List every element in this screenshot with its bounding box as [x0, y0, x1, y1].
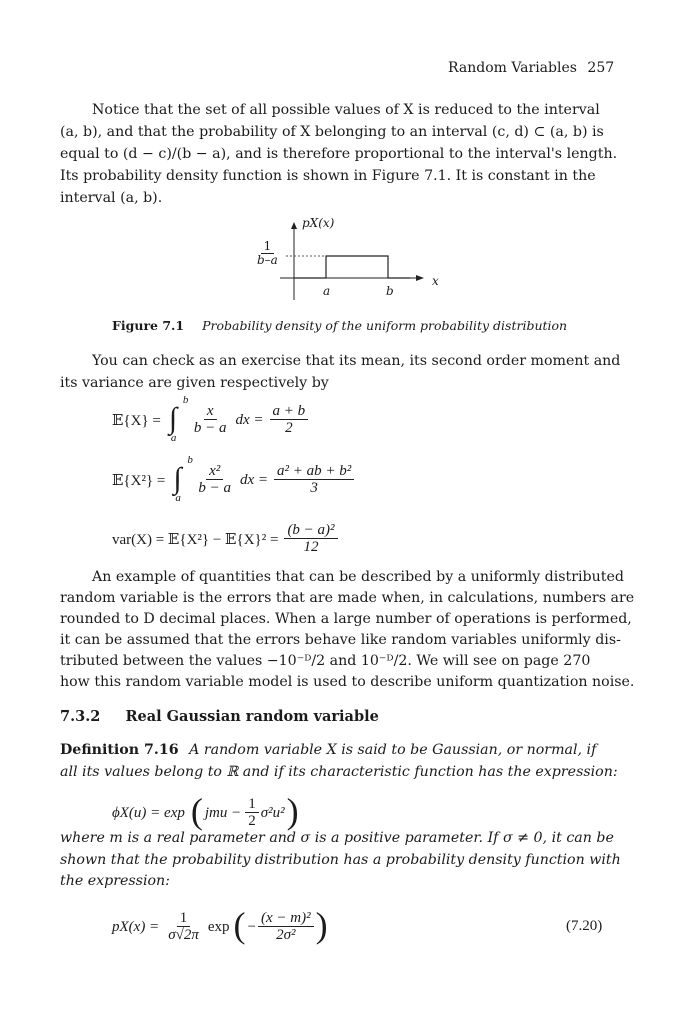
page-number: 257 — [587, 60, 615, 76]
integrand-fraction — [195, 463, 234, 497]
eq-dx: dx = — [240, 471, 269, 488]
text-line: equal to (d − c)/(b − a), and is therefore proportional to the interval's length. — [60, 146, 618, 162]
running-header — [448, 60, 614, 76]
exponent-num: (x − m)² — [258, 910, 314, 927]
definition-text: A random variable X is said to be Gaussian, or normal, if — [189, 742, 597, 758]
integrand-fraction — [191, 403, 230, 437]
text-line: Its probability density function is shown in Figure 7.1. It is constant in the — [60, 168, 596, 184]
text-line: the expression: — [60, 873, 170, 889]
integral-upper: b — [182, 394, 189, 406]
density-height-den: b–a — [257, 253, 278, 267]
eq-lhs: 𝔼{X} = — [112, 412, 161, 429]
result-fraction — [284, 522, 337, 556]
equation-gaussian-pdf: pX(x) = $\frac{1}{\sigma√2\pi}$ exp ( − $\frac{\text{(x − m)²}}{\text{2σ²}}$ ) — [112, 905, 328, 945]
equation-second-moment — [112, 454, 354, 504]
integrand-den: b − a — [198, 480, 231, 496]
eq-inner-b: σ²u² — [260, 804, 285, 821]
eq-lhs: 𝔼{X²} = — [112, 472, 166, 489]
eq-exp: exp — [207, 918, 230, 935]
section-title: Real Gaussian random variable — [125, 708, 379, 725]
eq-lhs: pX(x) = — [112, 918, 160, 935]
uniform-pdf-figure — [240, 214, 460, 304]
exponent-fraction — [258, 910, 314, 944]
section-heading — [60, 708, 379, 725]
tick-b-label: b — [386, 284, 394, 298]
figure-caption-label: Figure 7.1 — [112, 318, 185, 333]
density-height-num: 1 — [261, 240, 275, 254]
integral: ∫ b a — [173, 454, 193, 504]
text-line: shown that the probability distribution has a probability density function with — [60, 852, 621, 868]
result-fraction — [270, 403, 309, 437]
equation-number: (7.20) — [566, 918, 603, 934]
density-height-label — [254, 240, 281, 267]
text-line: how this random variable model is used to describe uniform quantization noise. — [60, 674, 635, 690]
eq-lhs: var(X) = 𝔼{X²} − 𝔼{X}² = — [112, 531, 279, 548]
integrand-num: x — [204, 403, 217, 420]
result-num: (b − a)² — [284, 522, 337, 539]
half-num: 1 — [245, 796, 259, 813]
text-line: random variable is the errors that are made when, in calculations, numbers are — [60, 590, 635, 606]
definition-line-2: all its values belong to ℝ and if its characteristic function has the expression: — [60, 764, 618, 780]
integrand-den: b − a — [193, 420, 227, 436]
equation-mean — [112, 394, 308, 444]
result-fraction — [274, 463, 354, 497]
exponent-den: 2σ² — [276, 927, 296, 943]
equation-characteristic-function: ϕX(u) = exp ( jmu − $\frac{1}{2}$ σ²u² ) — [112, 791, 299, 831]
result-num: a + b — [270, 403, 309, 420]
integral-lower: a — [175, 492, 181, 504]
equation-variance — [112, 522, 338, 556]
result-den: 3 — [310, 480, 318, 496]
eq-dx: dx = — [235, 411, 264, 428]
x-axis-label: x — [432, 274, 439, 288]
half-fraction — [245, 796, 259, 830]
text-line: Notice that the set of all possible values of X is reduced to the interval — [92, 102, 600, 118]
x-axis-arrow — [416, 275, 424, 281]
eq-inner-a: jmu − — [204, 804, 242, 821]
text-line: rounded to D decimal places. When a large number of operations is performed, — [60, 611, 632, 627]
normalizer-num: 1 — [177, 910, 191, 927]
text-line: You can check as an exercise that its mean, its second order moment and — [92, 353, 621, 369]
integrand-num: x² — [206, 463, 223, 480]
figure-caption — [112, 318, 567, 333]
text-line: interval (a, b). — [60, 190, 163, 206]
y-axis-label: pX(x) — [302, 216, 335, 230]
half-den: 2 — [248, 813, 256, 829]
text-line: where m is a real parameter and σ is a positive parameter. If σ ≠ 0, it can be — [60, 830, 614, 846]
density-curve — [294, 256, 410, 278]
integral-upper: b — [187, 454, 193, 466]
running-title: Random Variables — [448, 60, 577, 76]
normalizer-fraction — [165, 910, 202, 944]
definition-label: Definition 7.16 — [60, 742, 179, 758]
result-den: 2 — [285, 420, 293, 436]
text-line: its variance are given respectively by — [60, 375, 329, 391]
definition-line-1 — [60, 741, 610, 760]
result-den: 12 — [303, 539, 319, 555]
text-line: An example of quantities that can be described by a uniformly distributed — [92, 569, 624, 585]
figure-caption-text: Probability density of the uniform probability distribution — [202, 318, 568, 333]
integral-lower: a — [170, 432, 177, 444]
section-number: 7.3.2 — [60, 708, 101, 725]
y-axis-arrow — [291, 222, 297, 229]
integral: ∫ b a — [168, 394, 189, 444]
tick-a-label: a — [323, 284, 331, 298]
text-line: it can be assumed that the errors behave like random variables uniformly dis- — [60, 632, 621, 648]
eq-lhs: ϕX(u) = exp — [112, 804, 185, 821]
text-line: (a, b), and that the probability of X belonging to an interval (c, d) ⊂ (a, b) is — [60, 124, 604, 140]
result-num: a² + ab + b² — [274, 463, 354, 480]
normalizer-den: σ√2π — [168, 927, 199, 943]
text-line: tributed between the values −10⁻ᴰ/2 and 10⁻ᴰ/2. We will see on page 270 — [60, 653, 591, 669]
